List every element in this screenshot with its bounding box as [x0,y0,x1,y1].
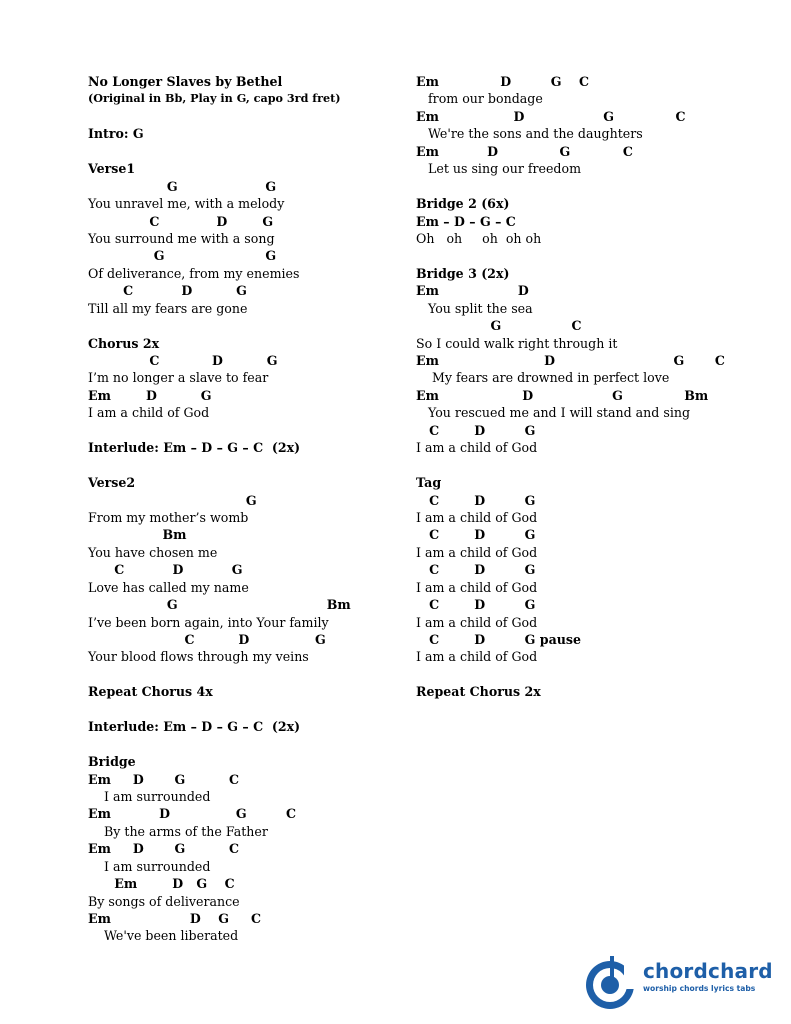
lyric-line: I am surrounded [88,788,211,804]
lyric-line: I am a child of God [416,649,538,665]
chord-line: Em D G Bm [416,387,709,403]
section-heading: Interlude: Em – D – G – C (2x) [88,719,301,735]
right-column [416,73,776,701]
chord-line: Em D G [88,387,212,403]
spacer [88,701,398,718]
chord-line: Em D G C [88,911,262,926]
spacer [88,457,398,474]
lyric-line: Of deliverance, from my enemies [88,265,300,281]
section-heading: Tag [416,475,442,491]
lyric-line: I am a child of God [88,405,210,421]
song-subtitle: (Original in Bb, Play in G, capo 3rd fret) [88,91,341,106]
chord-line: C D G [88,213,274,229]
chord-line: G G [88,248,277,264]
chordchard-logo-icon [583,953,639,1013]
chord-line: Em D G C [88,841,240,857]
chord-line: G Bm [88,597,351,613]
spacer [88,317,398,334]
chord-line: Em D G C [416,74,590,89]
chord-line: Em D G C [88,806,297,822]
lyric-line: I am a child of God [416,579,538,595]
lyric-line: I am surrounded [88,858,211,874]
section-heading: Repeat Chorus 4x [88,684,213,700]
lyric-line: By the arms of the Father [88,823,268,839]
spacer [88,143,398,160]
lyric-line: I am a child of God [416,614,538,630]
lyric-line: We're the sons and the daughters [416,126,643,142]
section-heading: Intro: G [88,126,144,142]
lyric-line: Oh oh oh oh oh [416,230,542,246]
song-title: No Longer Slaves by Bethel [88,74,283,89]
spacer [88,666,398,683]
chord-line: Em D G C [88,771,240,787]
spacer [416,666,776,683]
spacer [88,422,398,439]
section-heading: Bridge 2 (6x) [416,196,510,212]
chord-line: G G [88,178,277,194]
chord-line: Em – D – G – C [416,213,516,229]
lyric-line: We've been liberated [88,928,239,944]
chord-line: Bm [88,527,187,543]
chord-line: C D G [88,283,247,299]
chord-line: Em D [416,283,529,299]
chord-line: C D G [416,527,536,543]
chord-line: C D G [416,562,536,578]
spacer [416,247,776,264]
chordchard-logo [583,953,773,1015]
chord-line: C D G [88,562,243,578]
chord-line: C D G pause [416,632,581,647]
lyric-line: from our bondage [416,91,543,107]
spacer [88,736,398,753]
lyric-line: Let us sing our freedom [416,161,582,177]
lyric-line: From my mother’s womb [88,509,249,525]
lyric-line: You unravel me, with a melody [88,196,285,212]
lyric-line: You rescued me and I will stand and sing [416,405,691,421]
lyric-line: By songs of deliverance [88,893,240,909]
section-heading: Verse1 [88,161,136,177]
chord-line: C D G [416,422,536,438]
lyric-line: Love has called my name [88,579,249,595]
chord-line: Em D G C [416,108,686,124]
spacer [416,457,776,474]
lyric-line: You surround me with a song [88,230,275,246]
left-column [88,73,398,945]
chord-line: Em D G C [416,143,633,159]
section-heading: Bridge [88,754,136,770]
section-heading: Repeat Chorus 2x [416,684,541,700]
chord-line: C D G [88,353,278,368]
chord-line: C D G [88,632,326,647]
spacer [416,178,776,195]
section-heading: Interlude: Em – D – G – C (2x) [88,440,301,456]
logo-name: chordchard [643,959,773,983]
lyric-line: I am a child of God [416,509,538,525]
chord-line: C D G [416,492,536,508]
logo-tagline: worship chords lyrics tabs [643,984,756,993]
section-heading: Verse2 [88,475,136,491]
section-heading: Chorus 2x [88,335,160,351]
lyric-line: You split the sea [416,300,533,316]
chord-line: Em D G C [416,353,725,368]
lyric-line: You have chosen me [88,544,218,560]
chord-line: G [88,492,257,508]
lyric-line: I am a child of God [416,440,538,456]
lyric-line: Till all my fears are gone [88,300,248,316]
spacer [88,108,398,125]
lyric-line: I’m no longer a slave to fear [88,370,269,386]
lyric-line: I’ve been born again, into Your family [88,614,329,630]
section-heading: Bridge 3 (2x) [416,265,510,281]
lyric-line: So I could walk right through it [416,335,618,351]
lyric-line: Your blood flows through my veins [88,649,309,665]
chord-line: Em D G C [88,876,235,892]
lyric-line: I am a child of God [416,544,538,560]
lyric-line: My fears are drowned in perfect love [416,370,670,386]
chord-line: C D G [416,597,536,613]
chord-line: G C [416,318,582,334]
